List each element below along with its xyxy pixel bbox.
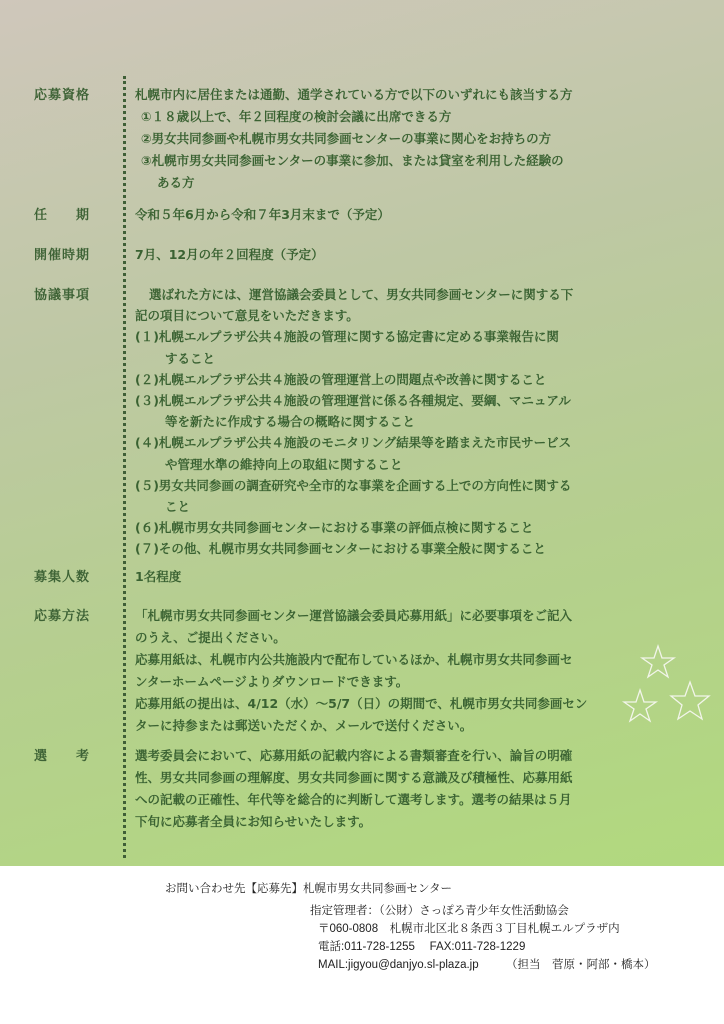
term-text: 令和５年6月から令和７年3月末まで（予定） (135, 207, 390, 222)
agenda-item-cont: や管理水準の維持向上の取組に関すること (165, 456, 403, 472)
qualification-line: 札幌市内に居住または通勤、通学されている方で以下のいずれにも該当する方 (135, 87, 573, 102)
method-line: 応募用紙は、札幌市内公共施設内で配布しているほか、札幌市男女共同参画セ (135, 652, 573, 667)
recruitment-label: 募集人数 (34, 570, 91, 585)
star-icon (610, 640, 720, 740)
agenda-item: (７)その他、札幌市男女共同参画センターにおける事業全般に関すること (135, 541, 546, 557)
dotted-divider (123, 76, 126, 858)
agenda-line: 記の項目について意見をいただきます。 (135, 308, 359, 324)
recruitment-text: 1名程度 (135, 569, 182, 584)
selection-line: への記載の正確性、年代等を総合的に判断して選考します。選考の結果は５月 (135, 792, 572, 807)
agenda-item-cont: すること (165, 350, 216, 366)
agenda-item: (４)札幌エルプラザ公共４施設のモニタリング結果等を踏まえた市民サービス (135, 435, 572, 451)
selection-line: 選考委員会において、応募用紙の記載内容による書類審査を行い、論旨の明確 (135, 748, 573, 763)
method-line: ターに持参または郵送いただくか、メールで送付ください。 (135, 718, 473, 733)
qualification-label: 応募資格 (34, 88, 91, 103)
method-line: のうえ、ご提出ください。 (135, 630, 286, 645)
term-content (135, 204, 674, 226)
selection-line: 性、男女共同参画の理解度、男女共同参画に関する意識及び積極性、応募用紙 (135, 770, 573, 785)
agenda-item: (１)札幌エルプラザ公共４施設の管理に関する協定書に定める事業報告に関 (135, 329, 559, 345)
agenda-item-cont: こと (165, 499, 191, 515)
method-content (135, 605, 674, 737)
agenda-label: 協議事項 (34, 288, 91, 303)
agenda-item: (２)札幌エルプラザ公共４施設の管理運営上の問題点や改善に関すること (135, 371, 547, 387)
selection-label: 選 考 (34, 749, 91, 764)
qualification-line: ③札幌市男女共同参画センターの事業に参加、または貸室を利用した経験の (141, 153, 564, 168)
qualification-content (135, 84, 674, 194)
agenda-content (135, 284, 674, 560)
address-line: 〒060-0808 札幌市北区北８条西３丁目札幌エルプラザ内 (318, 923, 620, 935)
method-line: ンターホームページよりダウンロードできます。 (135, 674, 409, 689)
method-label: 応募方法 (34, 609, 91, 624)
agenda-item: (５)男女共同参画の調査研究や全市的な事業を企画する上での方向性に関する (135, 477, 572, 493)
manager-line: 指定管理者：（公財）さっぽろ青少年女性活動協会 (310, 905, 569, 917)
contact-line: お問い合わせ先【応募先】札幌市男女共同参画センター (165, 883, 453, 895)
agenda-line: 選ばれた方には、運営協議会委員として、男女共同参画センターに関する下 (149, 287, 574, 302)
qualification-line: ある方 (157, 175, 195, 190)
agenda-item: (６)札幌市男女共同参画センターにおける事業の評価点検に関すること (135, 520, 534, 536)
staff-line: （担当 菅原・阿部・橋本） (506, 959, 656, 971)
schedule-text: 7月、12月の年２回程度（予定） (135, 247, 324, 262)
qualification-line: ②男女共同参画や札幌市男女共同参画センターの事業に関心をお持ちの方 (141, 131, 552, 146)
agenda-item: (３)札幌エルプラザ公共４施設の管理運営に係る各種規定、要綱、マニュアル (135, 393, 571, 409)
term-label: 任 期 (34, 208, 91, 223)
selection-content (135, 745, 674, 833)
phone-line: 電話:011-728-1255 FAX:011-728-1229 (318, 941, 526, 953)
method-line: 応募用紙の提出は、4/12（水）～5/7（日）の期間で、札幌市男女共同参画セン (135, 696, 588, 711)
agenda-item-cont: 等を新たに作成する場合の概略に関すること (165, 414, 416, 430)
method-line: 「札幌市男女共同参画センター運営協議会委員応募用紙」に必要事項をご記入 (135, 608, 573, 623)
recruitment-content (135, 566, 674, 588)
schedule-content (135, 244, 674, 266)
mail-line: MAIL:jigyou@danjyo.sl-plaza.jp (318, 959, 479, 971)
selection-line: 下旬に応募者全員にお知らせいたします。 (135, 814, 372, 829)
qualification-line: ①１８歳以上で、年２回程度の検討会議に出席できる方 (141, 109, 452, 124)
schedule-label: 開催時期 (34, 248, 91, 263)
